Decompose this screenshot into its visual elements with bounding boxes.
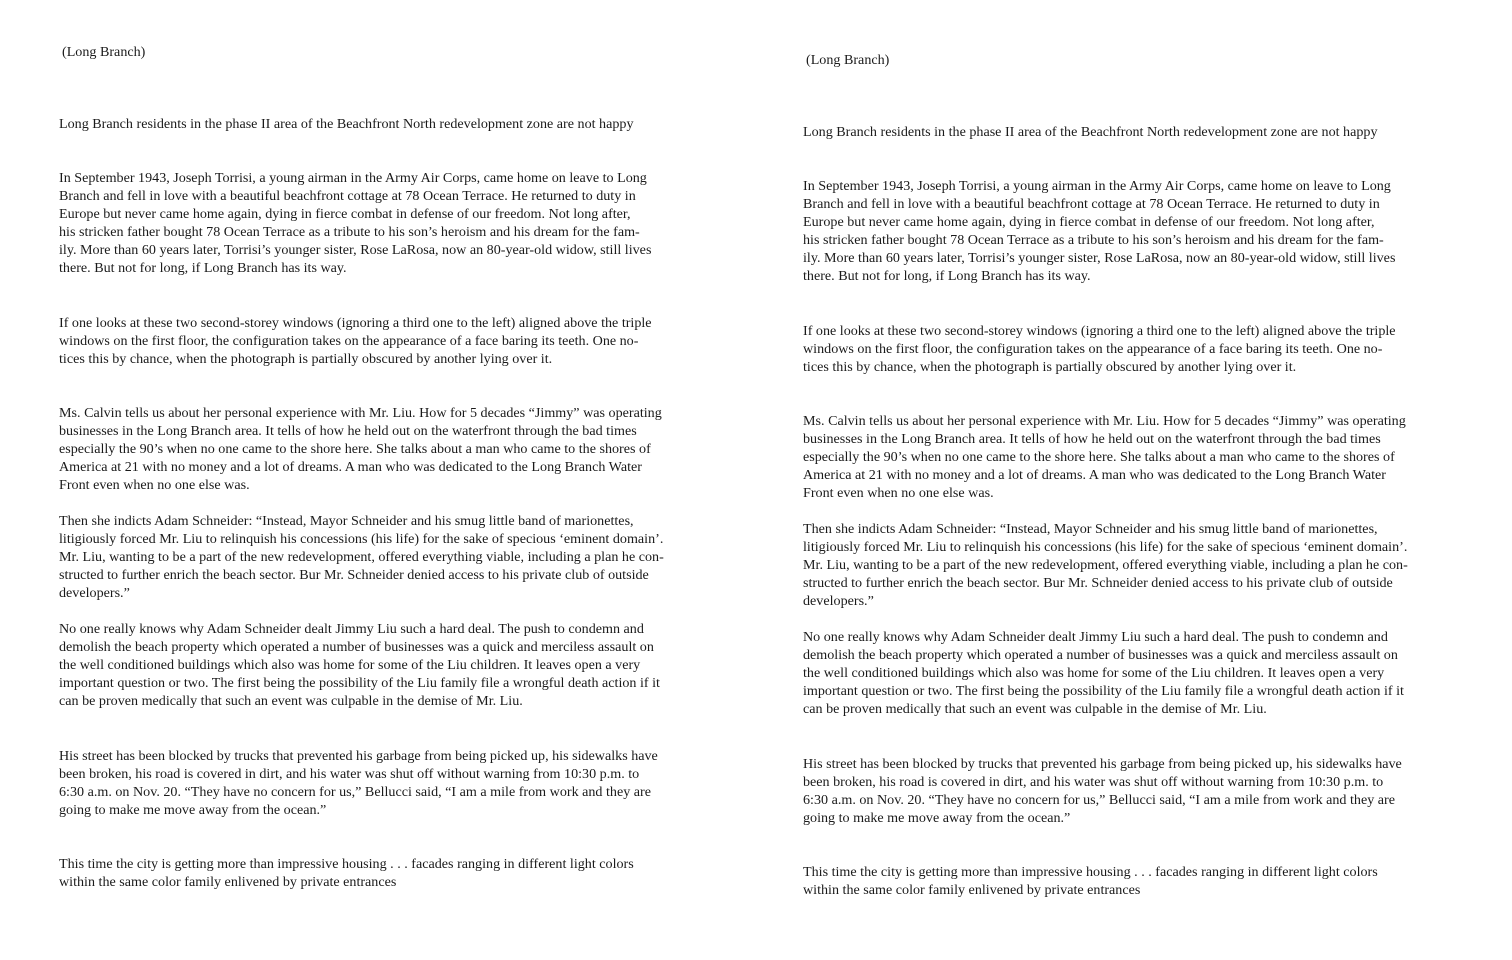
location-heading: (Long Branch) [806,52,890,68]
left-page [59,0,759,952]
paragraph-torrisi: In September 1943, Joseph Torrisi, a young airman in the Army Air Corps, came home on leave to Long Branch and fell in love with a beautiful beachfront cottage at 78 Ocean Terrace. He returned to duty in Europe but never came home again, dying in fierce combat in defense of our freedom. Not long after, his stricken father bought 78 Ocean Terrace as a tribute to his son’s heroism and his dream for the fam- ily. More than 60 years later, Torrisi’s younger sister, Rose LaRosa, now an 80-year-old widow, still lives there. But not for long, if Long Branch has its way. [803,178,1396,284]
paragraph-schneider-quote: Then she indicts Adam Schneider: “Instead, Mayor Schneider and his smug little band of marionettes, litigiously forced Mr. Liu to relinquish his concessions (his life) for the sake of specious ‘eminent domain’. Mr. Liu, wanting to be a part of the new redevelopment, offered everything viable, including a plan he con- structed to further enrich the beach sector. Bur Mr. Schneider denied access to his private club of outside developers.” [59,513,664,601]
paragraph-bellucci: His street has been blocked by trucks that prevented his garbage from being picked up, his sidewalks have been broken, his road is covered in dirt, and his water was shut off without warning from 10:30 p.m. to 6:30 a.m. on Nov. 20. “They have no concern for us,” Bellucci said, “I am a mile from work and they are going to make me move away from the ocean.” [59,748,658,818]
paragraph-housing: This time the city is getting more than impressive housing . . . facades ranging in different light colors within the same color family enlivened by private entrances [803,864,1378,898]
paragraph-calvin: Ms. Calvin tells us about her personal experience with Mr. Liu. How for 5 decades “Jimmy” was operating businesses in the Long Branch area. It tells of how he held out on the waterfront through the bad times especially the 90’s when no one came to the shore here. She talks about a man who came to the shores of America at 21 with no money and a lot of dreams. A man who was dedicated to the Long Branch Water Front even when no one else was. [803,413,1406,501]
paragraph-housing: This time the city is getting more than impressive housing . . . facades ranging in different light colors within the same color family enlivened by private entrances [59,856,634,890]
paragraph-intro: Long Branch residents in the phase II area of the Beachfront North redevelopment zone are not happy [803,124,1378,140]
paragraph-windows: If one looks at these two second-storey windows (ignoring a third one to the left) aligned above the triple windows on the first floor, the configuration takes on the appearance of a face baring its teeth. One no- tices this by chance, when the photograph is partially obscured by another lying over it. [803,323,1396,375]
paragraph-torrisi: In September 1943, Joseph Torrisi, a young airman in the Army Air Corps, came home on leave to Long Branch and fell in love with a beautiful beachfront cottage at 78 Ocean Terrace. He returned to duty in Europe but never came home again, dying in fierce combat in defense of our freedom. Not long after, his stricken father bought 78 Ocean Terrace as a tribute to his son’s heroism and his dream for the fam- ily. More than 60 years later, Torrisi’s younger sister, Rose LaRosa, now an 80-year-old widow, still lives there. But not for long, if Long Branch has its way. [59,170,652,276]
paragraph-liu-deal: No one really knows why Adam Schneider dealt Jimmy Liu such a hard deal. The push to condemn and demolish the beach property which operated a number of businesses was a quick and merciless assault on the well conditioned buildings which also was home for some of the Liu children. It leaves open a very important question or two. The first being the possibility of the Liu family file a wrongful death action if it can be proven medically that such an event was culpable in the demise of Mr. Liu. [803,629,1404,717]
paragraph-schneider-quote: Then she indicts Adam Schneider: “Instead, Mayor Schneider and his smug little band of marionettes, litigiously forced Mr. Liu to relinquish his concessions (his life) for the sake of specious ‘eminent domain’. Mr. Liu, wanting to be a part of the new redevelopment, offered everything viable, including a plan he con- structed to further enrich the beach sector. Bur Mr. Schneider denied access to his private club of outside developers.” [803,521,1408,609]
paragraph-bellucci: His street has been blocked by trucks that prevented his garbage from being picked up, his sidewalks have been broken, his road is covered in dirt, and his water was shut off without warning from 10:30 p.m. to 6:30 a.m. on Nov. 20. “They have no concern for us,” Bellucci said, “I am a mile from work and they are going to make me move away from the ocean.” [803,756,1402,826]
paragraph-liu-deal: No one really knows why Adam Schneider dealt Jimmy Liu such a hard deal. The push to condemn and demolish the beach property which operated a number of businesses was a quick and merciless assault on the well conditioned buildings which also was home for some of the Liu children. It leaves open a very important question or two. The first being the possibility of the Liu family file a wrongful death action if it can be proven medically that such an event was culpable in the demise of Mr. Liu. [59,621,660,709]
right-page [803,8,1503,960]
paragraph-windows: If one looks at these two second-storey windows (ignoring a third one to the left) aligned above the triple windows on the first floor, the configuration takes on the appearance of a face baring its teeth. One no- tices this by chance, when the photograph is partially obscured by another lying over it. [59,315,652,367]
paragraph-calvin: Ms. Calvin tells us about her personal experience with Mr. Liu. How for 5 decades “Jimmy” was operating businesses in the Long Branch area. It tells of how he held out on the waterfront through the bad times especially the 90’s when no one came to the shore here. She talks about a man who came to the shores of America at 21 with no money and a lot of dreams. A man who was dedicated to the Long Branch Water Front even when no one else was. [59,405,662,493]
location-heading: (Long Branch) [62,44,146,60]
paragraph-intro: Long Branch residents in the phase II area of the Beachfront North redevelopment zone are not happy [59,116,634,132]
